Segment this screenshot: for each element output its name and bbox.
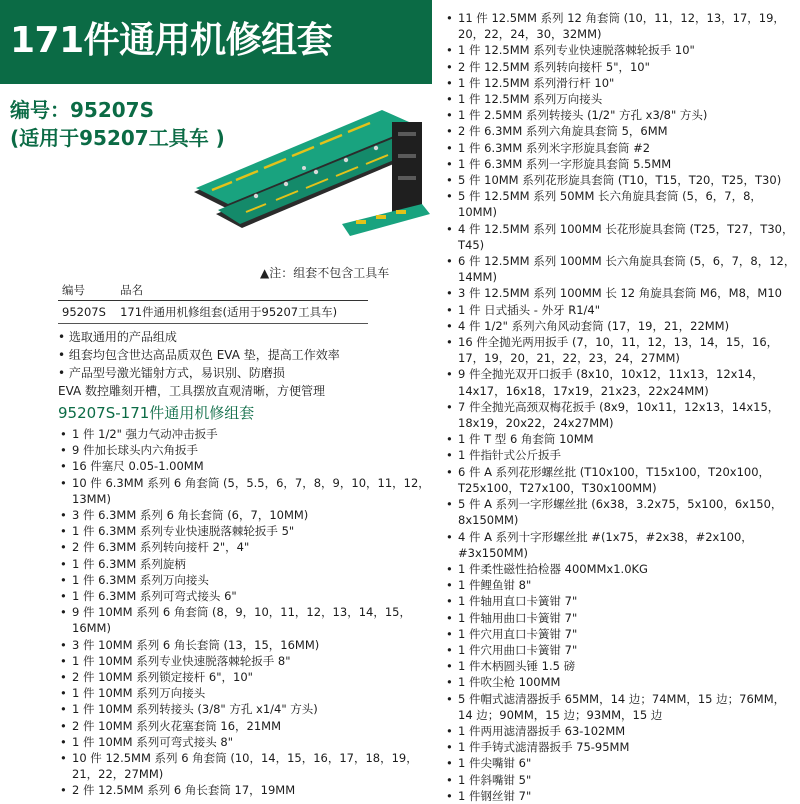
bullet-icon: • [60, 637, 67, 652]
drawer-tray-front [342, 204, 430, 236]
list-item [446, 658, 796, 674]
product-code: 编号：95207S [10, 98, 154, 122]
list-item-text: 1 件斜嘴钳 5" [458, 772, 532, 787]
list-item-text: 1 件 6.3MM 系列可弯式接头 6" [72, 589, 237, 604]
list-item-text: 2 件 12.5MM 系列转向接杆 5"，10" [458, 59, 650, 74]
list-item-text: 1 件 12.5MM 系列万向接头 [458, 92, 603, 107]
bullet-icon: • [60, 443, 67, 458]
bullet-icon: • [60, 718, 67, 733]
list-item [60, 701, 430, 717]
bullet-icon: • [446, 788, 453, 803]
bullet-icon: • [60, 475, 67, 490]
list-item [60, 604, 430, 636]
list-item-text: 6 件 A 系列花形螺丝批 (T10x100，T15x100，T20x100，T25x100，T27x100，T30x100MM) [458, 464, 771, 495]
bullet-icon: • [446, 367, 453, 382]
list-item [446, 10, 796, 42]
list-item [60, 442, 430, 458]
list-item [446, 91, 796, 107]
list-item [446, 464, 796, 496]
contents-list-right [446, 10, 796, 804]
bullet-icon: • [446, 189, 453, 204]
list-item-text: 1 件 2.5MM 系列转接头 (1/2" 方孔 x3/8" 方头) [458, 108, 708, 123]
bullet-icon: • [60, 605, 67, 620]
list-item-text: 1 件 6.3MM 系列旋柄 [72, 556, 186, 571]
list-item-text: 11 件 12.5MM 系列 12 角套筒 (10，11，12，13，17，19，20，22，24，30，32MM) [458, 11, 785, 42]
list-item [446, 59, 796, 75]
bullet-icon: • [446, 772, 453, 787]
list-item [60, 539, 430, 555]
list-item [446, 285, 796, 301]
list-item [60, 669, 430, 685]
list-item [446, 42, 796, 58]
list-item [446, 723, 796, 739]
note-text: ▲注：组套不包含工具车 [260, 266, 390, 280]
list-item-text: 3 件 12.5MM 系列 100MM 长 12 角旋具套筒 M6，M8，M10 [458, 286, 782, 301]
list-item-text: 5 件 10MM 系列花形旋具套筒 (T10，T15，T20，T25，T30) [458, 173, 782, 188]
list-item [446, 610, 796, 626]
bullet-icon: • [60, 427, 67, 441]
list-item-text: 5 件帽式滤清器扳手 65MM，14 边；74MM，15 边；76MM，14 边；90MM，15 边；93MM，15 边 [458, 691, 786, 722]
list-item-text: 1 件 12.5MM 系列滑行杆 10" [458, 75, 615, 90]
list-item [60, 685, 430, 701]
spec-header-name: 品名 [116, 280, 368, 301]
list-item-text: 1 件 6.3MM 系列米字形旋具套筒 #2 [458, 140, 651, 155]
list-item [60, 734, 430, 750]
bullet-icon: • [446, 594, 453, 609]
list-item [60, 637, 430, 653]
list-item-text: 3 件 10MM 系列 6 角长套筒 (13，15，16MM) [72, 637, 320, 652]
list-item-text: 4 件 A 系列十字形螺丝批 #(1x75，#2x38，#2x100，#3x150MM) [458, 529, 753, 560]
list-item [60, 653, 430, 669]
bullet-icon: • [446, 740, 453, 755]
bullet-icon: • [446, 92, 453, 107]
list-item-text: 1 件 6.3MM 系列一字形旋具套筒 5.5MM [458, 156, 672, 171]
list-item [446, 496, 796, 528]
list-item-text: 1 件吹尘枪 100MM [458, 675, 561, 690]
spec-name: 171件通用机修组套(适用于95207工具车) [116, 301, 368, 324]
list-item [446, 447, 796, 463]
list-item [446, 107, 796, 123]
list-item-text: 1 件 6.3MM 系列专业快速脱落棘轮扳手 5" [72, 524, 295, 539]
bullet-icon: • [60, 508, 67, 523]
bullet-icon: • [446, 59, 453, 74]
list-item-text: 1 件尖嘴钳 6" [458, 756, 532, 771]
list-item-text: 2 件 10MM 系列火花塞套筒 16，21MM [72, 718, 282, 733]
list-item-text: 1 件手铸式滤清器扳手 75-95MM [458, 740, 630, 755]
feature-item: • 组套均包含世达高品质双色 EVA 垫，提高工作效率 [58, 348, 340, 362]
list-item [60, 426, 430, 442]
bullet-icon: • [446, 286, 453, 301]
bullet-icon: • [446, 75, 453, 90]
bullet-icon: • [60, 670, 67, 685]
bullet-icon: • [446, 11, 453, 25]
list-item [60, 556, 430, 572]
list-item-text: 5 件 12.5MM 系列 50MM 长六角旋具套筒 (5，6，7，8，10MM) [458, 189, 762, 220]
bullet-icon: • [60, 459, 67, 474]
list-item [60, 782, 430, 798]
bullet-icon: • [60, 589, 67, 604]
list-item-text: 1 件 日式插头 - 外牙 R1/4" [458, 302, 601, 317]
bullet-icon: • [446, 173, 453, 188]
list-item-text: 1 件柔性磁性拾检器 400MMx1.0KG [458, 561, 648, 576]
list-item-text: 2 件 6.3MM 系列转向接杆 2"，4" [72, 540, 250, 555]
list-item [446, 593, 796, 609]
spec-table [58, 280, 368, 324]
list-item-text: 1 件 1/2" 强力气动冲击扳手 [72, 427, 218, 441]
bullet-icon: • [446, 659, 453, 674]
bullet-icon: • [60, 653, 67, 668]
bullet-icon: • [446, 497, 453, 512]
bullet-icon: • [60, 734, 67, 749]
list-item-text: 1 件穴用直口卡簧钳 7" [458, 626, 578, 641]
contents-title: 95207S-171件通用机修组套 [58, 404, 255, 422]
list-item-text: 1 件 10MM 系列转接头 (3/8" 方孔 x1/4" 方头) [72, 702, 318, 717]
list-item-text: 4 件 1/2" 系列六角风动套筒 (17，19，21，22MM) [458, 318, 730, 333]
list-item-text: 16 件全抛光两用扳手 (7，10，11，12，13，14，15，16，17，19，20，21，22，23，24，27MM) [458, 335, 779, 366]
list-item [60, 588, 430, 604]
list-item [446, 253, 796, 285]
bullet-icon: • [446, 140, 453, 155]
bullet-icon: • [60, 556, 67, 571]
bullet-icon: • [446, 448, 453, 463]
list-item-text: 1 件穴用曲口卡簧钳 7" [458, 642, 578, 657]
list-item-text: 9 件全抛光双开口扳手 (8x10，10x12，11x13，12x14，14x17，16x18，17x19，21x23，22x24MM) [458, 367, 764, 398]
list-item [446, 642, 796, 658]
bullet-icon: • [60, 686, 67, 701]
list-item-text: 16 件塞尺 0.05-1.00MM [72, 459, 204, 474]
list-item [446, 755, 796, 771]
applies-to: (适用于95207工具车 ) [10, 126, 225, 150]
contents-list-left [60, 426, 430, 799]
bullet-icon: • [60, 783, 67, 798]
list-item-text: 1 件两用滤清器扳手 63-102MM [458, 723, 626, 738]
bullet-icon: • [446, 335, 453, 350]
title-banner [0, 0, 432, 84]
list-item [446, 221, 796, 253]
bullet-icon: • [60, 572, 67, 587]
bullet-icon: • [446, 578, 453, 593]
drawer-stack [194, 110, 422, 228]
list-item [446, 302, 796, 318]
list-item [446, 772, 796, 788]
bullet-icon: • [446, 561, 453, 576]
list-item-text: 1 件 10MM 系列万向接头 [72, 686, 206, 701]
list-item-text: 9 件加长球头内六角扳手 [72, 443, 198, 458]
list-item [446, 188, 796, 220]
spec-row [58, 301, 368, 324]
list-item [446, 140, 796, 156]
list-item [446, 123, 796, 139]
list-item-text: 6 件 12.5MM 系列 100MM 长六角旋具套筒 (5，6，7，8，12，14MM) [458, 254, 796, 285]
list-item [60, 507, 430, 523]
list-item [60, 572, 430, 588]
bullet-icon: • [446, 675, 453, 690]
list-item-text: 1 件 10MM 系列专业快速脱落棘轮扳手 8" [72, 653, 291, 668]
bullet-icon: • [446, 221, 453, 236]
feature-item: • 选取通用的产品组成 [58, 330, 177, 344]
list-item [446, 366, 796, 398]
list-item-text: 4 件 12.5MM 系列 100MM 长花形旋具套筒 (T25，T27，T30，T45) [458, 221, 794, 252]
list-item [446, 75, 796, 91]
list-item-text: 1 件钢丝钳 7" [458, 788, 532, 803]
feature-item: • 产品型号激光镭射方式，易识别、防磨损 [58, 366, 285, 380]
list-item-text: 1 件 10MM 系列可弯式接头 8" [72, 734, 234, 749]
list-item [446, 577, 796, 593]
list-item-text: 3 件 6.3MM 系列 6 角长套筒 (6，7，10MM) [72, 508, 309, 523]
bullet-icon: • [446, 124, 453, 139]
page-title: 171件通用机修组套 [10, 20, 333, 61]
bullet-icon: • [446, 626, 453, 641]
list-item-text: 2 件 12.5MM 系列 6 角长套筒 17，19MM [72, 783, 296, 798]
list-item [446, 691, 796, 723]
bullet-icon: • [60, 702, 67, 717]
bullet-icon: • [446, 43, 453, 58]
list-item [60, 523, 430, 539]
list-item [446, 156, 796, 172]
tool-drawer-image [186, 92, 430, 244]
list-item-text: 1 件轴用曲口卡簧钳 7" [458, 610, 578, 625]
list-item [446, 674, 796, 690]
list-item-text: 1 件 12.5MM 系列专业快速脱落棘轮扳手 10" [458, 43, 695, 58]
list-item [446, 626, 796, 642]
list-item-text: 10 件 6.3MM 系列 6 角套筒 (5，5.5，6，7，8，9，10，11，12，13MM) [72, 475, 430, 506]
bullet-icon: • [446, 529, 453, 544]
list-item-text: 1 件轴用直口卡簧钳 7" [458, 594, 578, 609]
spec-header-code: 编号 [58, 280, 116, 301]
list-item-text: 1 件鲤鱼钳 8" [458, 578, 532, 593]
bullet-icon: • [446, 399, 453, 414]
list-item-text: 2 件 6.3MM 系列六角旋具套筒 5，6MM [458, 124, 668, 139]
feature-list [58, 328, 340, 400]
bullet-icon: • [446, 254, 453, 269]
bullet-icon: • [446, 302, 453, 317]
list-item-text: 1 件 T 型 6 角套筒 10MM [458, 432, 594, 447]
list-item-text: 9 件 10MM 系列 6 角套筒 (8，9，10，11，12，13，14，15，16MM) [72, 605, 411, 636]
bullet-icon: • [446, 756, 453, 771]
list-item-text: 5 件 A 系列一字形螺丝批 (6x38，3.2x75，5x100，6x150，8x150MM) [458, 497, 783, 528]
list-item [446, 399, 796, 431]
bullet-icon: • [446, 432, 453, 447]
spec-header-row [58, 280, 368, 301]
list-item [446, 561, 796, 577]
bullet-icon: • [446, 723, 453, 738]
list-item [446, 529, 796, 561]
list-item [60, 718, 430, 734]
list-item [446, 739, 796, 755]
list-item-text: 10 件 12.5MM 系列 6 角套筒 (10，14，15，16，17，18，19，21，22，27MM) [72, 751, 418, 782]
list-item [60, 475, 430, 507]
left-column [0, 84, 432, 800]
list-item-text: 2 件 10MM 系列锁定接杆 6"，10" [72, 670, 253, 685]
bullet-icon: • [60, 751, 67, 766]
list-item [446, 334, 796, 366]
list-item-text: 1 件指针式公斤扳手 [458, 448, 561, 463]
bullet-icon: • [446, 642, 453, 657]
list-item [60, 750, 430, 782]
bullet-icon: • [446, 108, 453, 123]
bullet-icon: • [446, 610, 453, 625]
list-item-text: 7 件全抛光高颈双梅花扳手 (8x9，10x11，12x13，14x15，18x19，20x22，24x27MM) [458, 399, 780, 431]
bullet-icon: • [60, 524, 67, 539]
list-item [446, 431, 796, 447]
bullet-icon: • [446, 464, 453, 479]
list-item [60, 458, 430, 474]
list-item-text: 1 件木柄圆头锤 1.5 磅 [458, 659, 576, 674]
bullet-icon: • [446, 318, 453, 333]
list-item-text: 1 件 6.3MM 系列万向接头 [72, 572, 209, 587]
bullet-icon: • [446, 691, 453, 706]
list-item [446, 788, 796, 804]
feature-item: EVA 数控雕刻开槽，工具摆放直观清晰，方便管理 [58, 384, 326, 398]
bullet-icon: • [446, 156, 453, 171]
list-item [446, 318, 796, 334]
list-item [446, 172, 796, 188]
spec-code: 95207S [58, 301, 116, 324]
bullet-icon: • [60, 540, 67, 555]
